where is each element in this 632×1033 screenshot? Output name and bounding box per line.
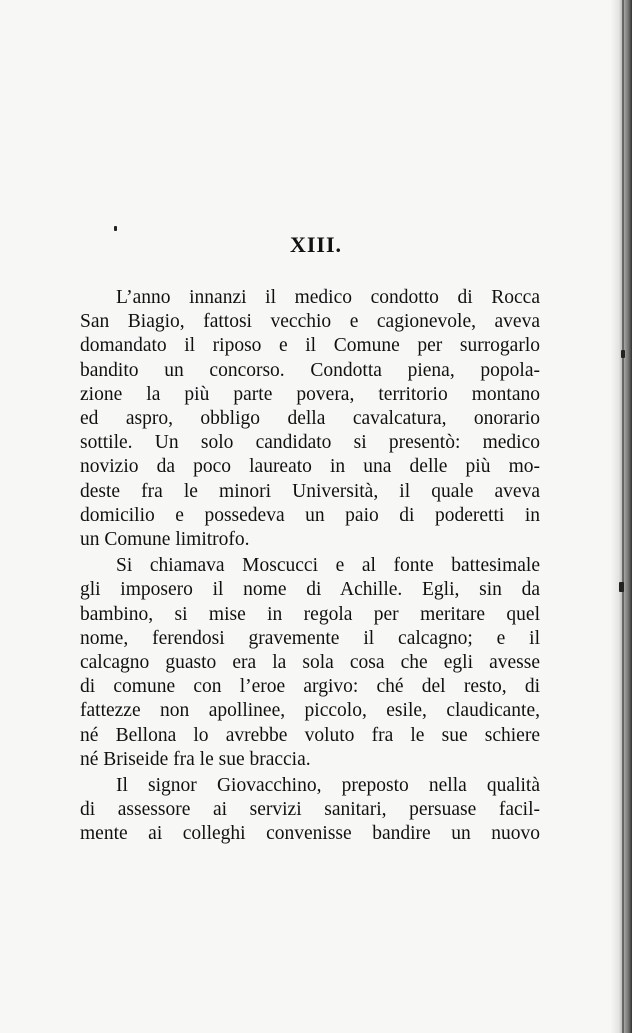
text-line: domicilio e possedeva un paio di poderetti in [80, 504, 540, 526]
text-line: domandato il riposo e il Comune per surrogarlo [80, 335, 540, 357]
text-line: mente ai colleghi convenisse bandire un nuovo [80, 823, 540, 845]
text-line: calcagno guasto era la sola cosa che egli avesse [80, 652, 540, 674]
text-line: nome, ferendosi gravemente il calcagno; e il [80, 627, 540, 649]
text-line: gli imposero il nome di Achille. Egli, sin da [80, 579, 540, 601]
text-line: sottile. Un solo candidato si presentò: medico [80, 432, 540, 454]
text-line: Si chiamava Moscucci e al fonte battesimale [116, 555, 540, 577]
paragraph-1 [80, 286, 540, 552]
text-line: deste fra le minori Università, il quale aveva [80, 480, 540, 502]
text-line: fattezze non apollinee, piccolo, esile, claudicante, [80, 700, 540, 722]
page-edge-shadow [610, 0, 632, 1033]
chapter-heading: XIII. [289, 232, 343, 257]
text-line: ed aspro, obbligo della cavalcatura, onorario [80, 408, 540, 430]
ink-speck [114, 226, 117, 231]
text-line: né Briseide fra le sue braccia. [80, 748, 311, 770]
ink-speck [621, 350, 625, 358]
text-line: Il signor Giovacchino, preposto nella qualità [116, 775, 540, 797]
paragraph-2 [80, 554, 540, 772]
text-line: zione la più parte povera, territorio montano [80, 383, 540, 405]
page-edge-line [622, 0, 624, 1033]
text-line: novizio da poco laureato in una delle più mo- [80, 456, 540, 478]
text-line: di assessore ai servizi sanitari, persuase facil- [80, 799, 540, 821]
text-line: di comune con l’eroe argivo: ché del resto, di [80, 676, 540, 698]
ink-speck [619, 582, 624, 592]
text-line: San Biagio, fattosi vecchio e cagionevole, aveva [80, 311, 540, 333]
text-line: bambino, si mise in regola per meritare quel [80, 603, 540, 625]
text-line: bandito un concorso. Condotta piena, popola- [80, 359, 540, 381]
paragraph-3 [80, 774, 540, 847]
text-line: né Bellona lo avrebbe voluto fra le sue schiere [80, 724, 540, 746]
text-line: un Comune limitrofo. [80, 529, 250, 551]
body-text [80, 286, 540, 849]
text-line: L’anno innanzi il medico condotto di Rocca [116, 287, 540, 308]
